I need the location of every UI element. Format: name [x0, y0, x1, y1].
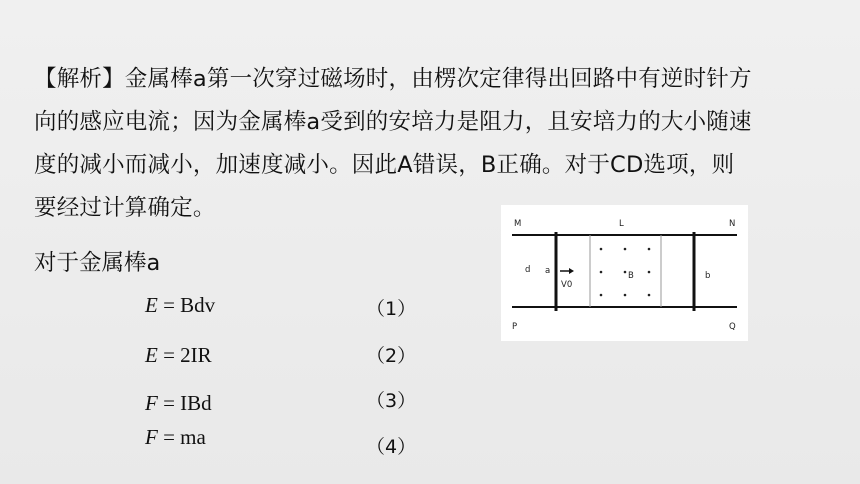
paragraph-line-1: 【解析】金属棒a第一次穿过磁场时，由楞次定律得出回路中有逆时针方 — [34, 66, 752, 92]
equation-1-lhs: E — [145, 293, 158, 317]
paragraph-line-2: 向的感应电流；因为金属棒a受到的安培力是阻力，且安培力的大小随速 — [34, 109, 752, 135]
label-b-rod: b — [705, 271, 711, 281]
rail-diagram — [501, 205, 748, 341]
label-n: N — [729, 219, 736, 229]
label-l: L — [619, 219, 624, 229]
equation-1-number: （1） — [366, 298, 417, 320]
label-v0: V0 — [561, 280, 573, 290]
equation-4-rhs: ma — [180, 425, 206, 449]
equation-4-lhs: F — [145, 425, 158, 449]
equation-2-rhs: 2IR — [180, 343, 212, 367]
equation-2: E = 2IR — [145, 343, 212, 367]
label-b-field: B — [628, 271, 634, 281]
equation-4-number: （4） — [366, 436, 417, 458]
paragraph-line-4: 要经过计算确定。 — [34, 195, 216, 221]
magnetic-field-dots — [600, 248, 651, 297]
label-q: Q — [729, 322, 736, 332]
velocity-arrow-head — [569, 268, 574, 274]
equation-3-lhs: F — [145, 391, 158, 415]
paragraph-line-3: 度的减小而减小，加速度减小。因此A错误，B正确。对于CD选项，则 — [34, 152, 735, 178]
equation-3: F = IBd — [145, 391, 212, 415]
label-m: M — [514, 219, 522, 229]
lead-text: 对于金属棒a — [34, 250, 161, 276]
label-a: a — [545, 266, 551, 276]
equation-1: E = Bdv — [145, 293, 216, 317]
equation-3-number: （3） — [366, 390, 417, 412]
equation-4: F = ma — [145, 425, 206, 449]
equation-3-rhs: IBd — [180, 391, 212, 415]
equation-1-rhs: Bdv — [180, 293, 216, 317]
label-d: d — [525, 265, 531, 275]
label-p: P — [512, 322, 518, 332]
equation-2-lhs: E — [145, 343, 158, 367]
rail-diagram-svg — [501, 205, 748, 341]
equation-2-number: （2） — [366, 345, 417, 367]
